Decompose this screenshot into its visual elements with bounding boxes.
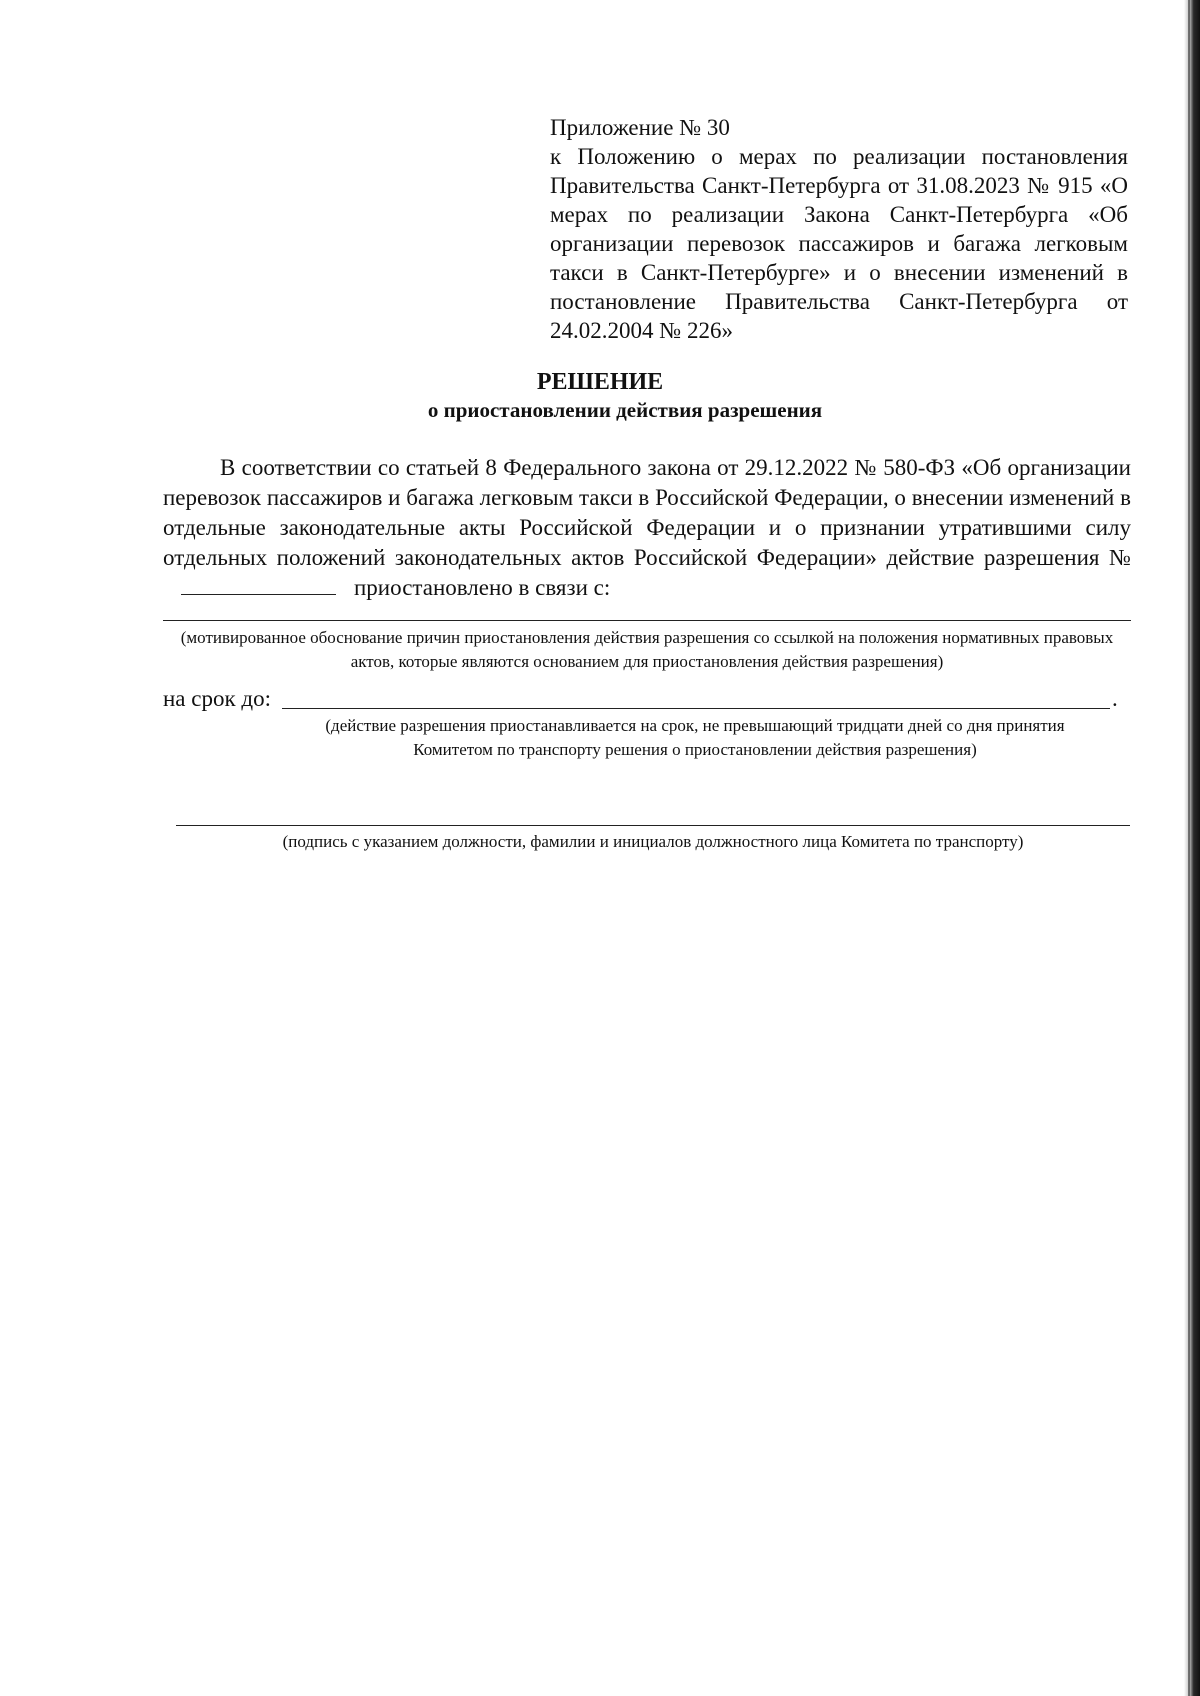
main-paragraph — [163, 453, 1131, 603]
reason-caption: (мотивированное обоснование причин приостановления действия разрешения со ссылкой на положения нормативных правовых актов, которые являются основанием для приостановления действия разрешения) — [180, 628, 1114, 671]
term-caption: (действие разрешения приостанавливается на срок, не превышающий тридцати дней со дня принятия Комитетом по транспорту решения о приостановлении действия разрешения) — [325, 716, 1065, 759]
main-text-after-number: приостановлено в связи с: — [354, 575, 611, 600]
term-end-mark: . — [1112, 686, 1118, 711]
decision-heading: РЕШЕНИЕ — [536, 369, 664, 395]
scan-edge-shadow — [1184, 0, 1200, 1696]
signature-caption: (подпись с указанием должности, фамилии и инициалов должностного лица Комитета по транспорту) — [282, 832, 1024, 851]
term-label: на срок до: — [163, 686, 271, 711]
decision-subheading: о приостановлении действия разрешения — [427, 398, 823, 422]
appendix-reference: к Положению о мерах по реализации постановления Правительства Санкт-Петербурга от 31.08.2023 № 915 «О мерах по реализации Закона Санкт-Петербурга «Об организации перевозок пассажиров и багажа легковым такси в Санкт-Петербурге» и о внесении изменений в постановление Правительства Санкт-Петербурга от 24.02.2004 № 226» — [550, 144, 1128, 343]
signature-line — [176, 825, 1130, 826]
appendix-header — [550, 113, 1128, 345]
scan-edge-line — [1188, 0, 1190, 1696]
reason-blank-line — [163, 620, 1131, 621]
permit-number-blank — [181, 574, 336, 595]
main-text-before-number: В соответствии со статьей 8 Федерального закона от 29.12.2022 № 580-ФЗ «Об организации перевозок пассажиров и багажа легковым такси в Российской Федерации, о внесении изменений в отдельные законодательные акты Российской Федерации и о признании утратившими силу отдельных положений законодательных актов Российской Федерации» действие разрешения № — [163, 455, 1131, 570]
term-blank-line — [282, 708, 1110, 709]
appendix-title: Приложение № 30 — [550, 115, 730, 140]
